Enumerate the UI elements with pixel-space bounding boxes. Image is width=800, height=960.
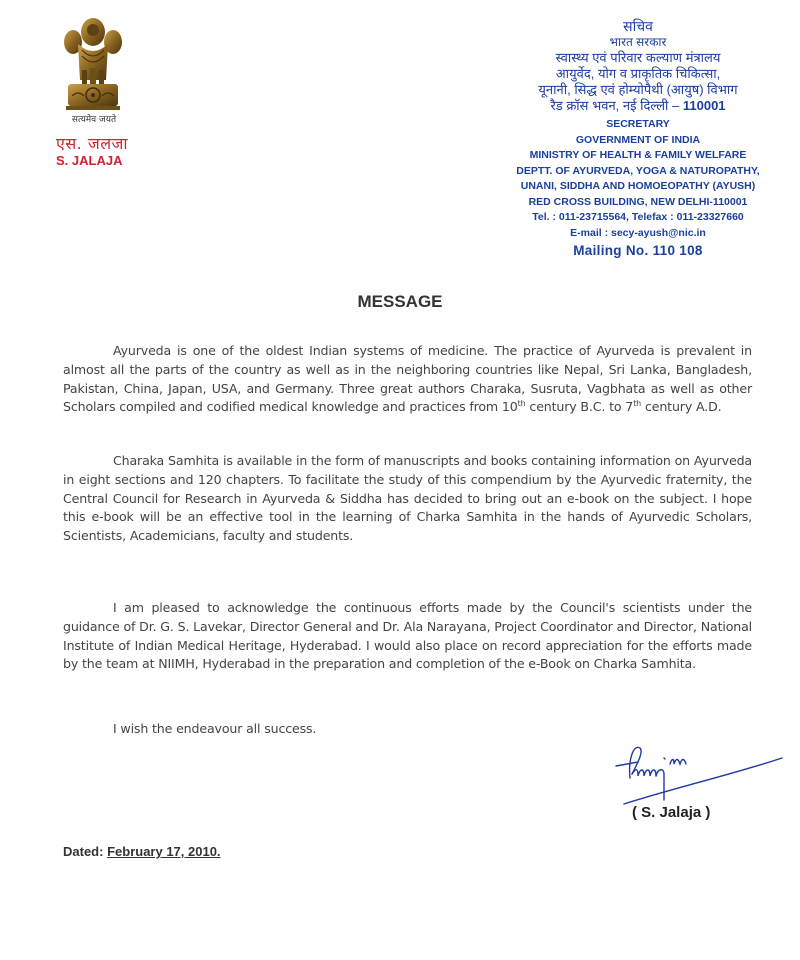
letterhead-hindi-line: आयुर्वेद, योग व प्राकृतिक चिकित्सा, (555, 66, 721, 81)
emblem-motto: सत्यमेव जयते (71, 115, 117, 125)
paragraph-text: Ayurveda is one of the oldest Indian systems of medicine. The practice of Ayurveda is prevalent in almost all the parts of the country as well as in the neighboring countries like Nepal, Sri Lanka, Bangladesh, Pakistan, China, Japan, USA, and Germany. Three great authors Charaka, Susruta, Vagbhata as well as other Scholars compiled and codified medical knowledge and practices from 10 (63, 343, 752, 415)
dated-label: Dated: (63, 844, 104, 859)
message-paragraph-2 (63, 452, 752, 546)
message-paragraph-4 (63, 720, 752, 739)
letterhead-hindi-line: रैड क्रॉस भवन, नई दिल्ली – (550, 98, 680, 113)
letterhead-email: E-mail : secy-ayush@nic.in (570, 226, 706, 239)
mailing-number: Mailing No. 110 108 (573, 243, 703, 258)
paragraph-text: Charaka Samhita is available in the form of manuscripts and books containing information on Ayurveda in eight sections and 120 chapters. To facilitate the study of this compendium by the Ayurvedic fraternity, the Central Council for Research in Ayurveda & Siddha has decided to bring out an e-book on the subject. I hope this e-book will be an effective tool in the learning of Charka Samhita in the hands of Ayurvedic Scholars, Scientists, Academicians, faculty and students. (63, 453, 752, 544)
letterhead-hindi-pin: 110001 (682, 98, 726, 113)
national-emblem-icon (60, 10, 126, 116)
superscript: th (633, 399, 642, 409)
letterhead-english-line: RED CROSS BUILDING, NEW DELHI-110001 (528, 195, 748, 208)
paragraph-text: century B.C. to 7 (525, 399, 634, 415)
paragraph-text: century A.D. (641, 399, 722, 415)
message-paragraph-1 (63, 342, 752, 417)
sender-name-english: S. JALAJA (56, 153, 123, 168)
letterhead (488, 18, 788, 258)
letterhead-phone: Tel. : 011-23715564, Telefax : 011-23327660 (532, 211, 744, 223)
sender-name-hindi: एस. जलजा (56, 134, 129, 153)
superscript: th (517, 399, 526, 409)
message-paragraph-3 (63, 599, 752, 674)
letterhead-hindi-address (488, 98, 788, 114)
letterhead-hindi-line: सचिव (623, 18, 653, 34)
letterhead-english-line: GOVERNMENT OF INDIA (575, 133, 701, 146)
signatory-name: ( S. Jalaja ) (632, 804, 711, 821)
signature-icon (614, 738, 784, 808)
letterhead-english-line: UNANI, SIDDHA AND HOMOEOPATHY (AYUSH) (520, 180, 756, 192)
letterhead-english-line: DEPTT. OF AYURVEDA, YOGA & NATUROPATHY, (516, 164, 760, 177)
dated-value: February 17, 2010. (107, 844, 221, 859)
dated-line (63, 844, 221, 859)
paragraph-text: I wish the endeavour all success. (113, 721, 317, 736)
letterhead-hindi-line: यूनानी, सिद्ध एवं होम्योपैथी (आयुष) विभाग (538, 82, 738, 97)
page-title: MESSAGE (357, 292, 443, 311)
paragraph-text: I am pleased to acknowledge the continuous efforts made by the Council's scientists under the guidance of Dr. G. S. Lavekar, Director General and Dr. Ala Narayana, Project Coordinator and Director, National Institute of Indian Medical Heritage, Hyderabad. I would also place on record appreciation for the efforts made by the team at NIIMH, Hyderabad in the preparation and completion of the e-Book on Charka Samhita. (63, 600, 753, 672)
letterhead-hindi-line: स्वास्थ्य एवं परिवार कल्याण मंत्रालय (555, 50, 721, 65)
letterhead-hindi-line: भारत सरकार (609, 35, 667, 49)
letterhead-english-line: SECRETARY (606, 118, 670, 130)
letterhead-english-line: MINISTRY OF HEALTH & FAMILY WELFARE (529, 149, 747, 161)
